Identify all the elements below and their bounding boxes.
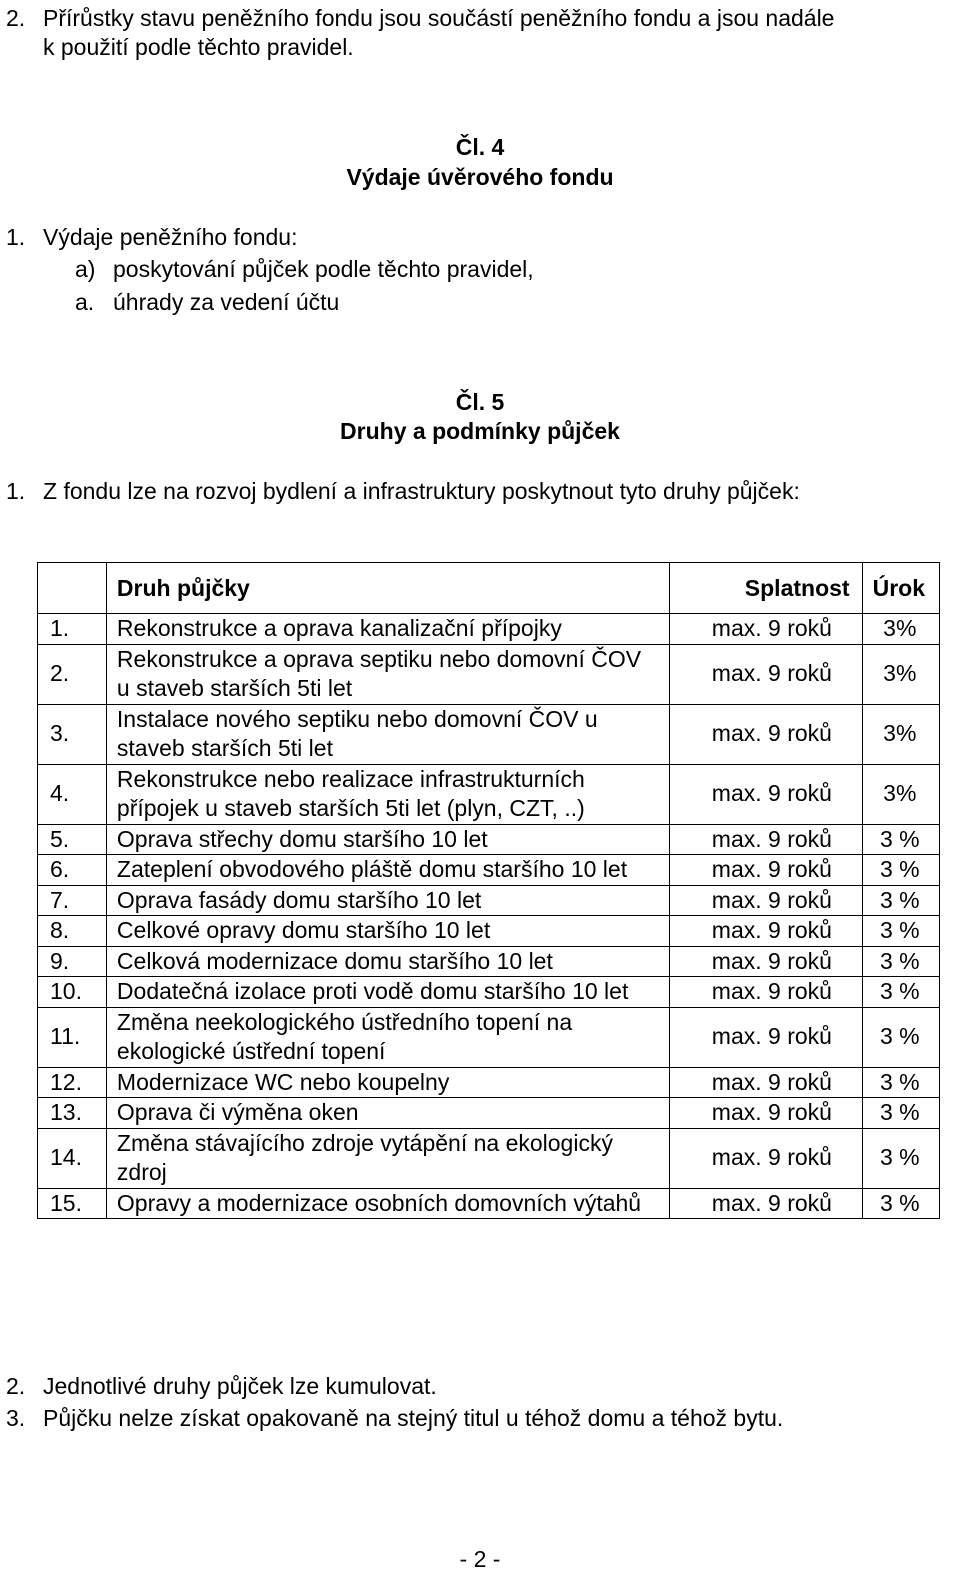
header-rate: Úrok bbox=[862, 563, 939, 614]
row-rate: 3 % bbox=[862, 977, 939, 1008]
table-header-row bbox=[38, 563, 940, 614]
row-description-text: Celkové opravy domu staršího 10 let bbox=[116, 917, 491, 943]
row-description bbox=[106, 1128, 669, 1188]
table-row bbox=[38, 977, 940, 1008]
row-description bbox=[106, 764, 669, 824]
row-rate: 3 % bbox=[862, 1007, 939, 1067]
row-term: max. 9 roků bbox=[669, 1128, 862, 1188]
table-row bbox=[38, 916, 940, 947]
row-description-text: Modernizace WC nebo koupelny bbox=[116, 1068, 450, 1095]
row-description bbox=[106, 1098, 669, 1129]
article-4-sub-a bbox=[75, 255, 534, 284]
row-rate: 3 % bbox=[862, 1188, 939, 1219]
row-index: 6. bbox=[38, 855, 107, 886]
row-rate: 3% bbox=[862, 644, 939, 704]
row-index: 14. bbox=[38, 1128, 107, 1188]
row-description bbox=[106, 1007, 669, 1067]
row-rate: 3 % bbox=[862, 824, 939, 855]
row-description-text: Instalace nového septiku nebo domovní ČOV u staveb starších 5ti let bbox=[116, 705, 598, 761]
table-row bbox=[38, 1128, 940, 1188]
intro-text-line2: k použití podle těchto pravidel. bbox=[43, 34, 354, 60]
table-row bbox=[38, 764, 940, 824]
list-text: Výdaje peněžního fondu: bbox=[43, 224, 298, 250]
row-description-text: Změna neekologického ústředního topení na ekologické ústřední topení bbox=[116, 1008, 573, 1064]
article-4-title: Výdaje úvěrového fondu bbox=[346, 164, 614, 190]
row-term: max. 9 roků bbox=[669, 855, 862, 886]
row-rate: 3 % bbox=[862, 946, 939, 977]
sub-marker: a. bbox=[75, 289, 95, 315]
row-index: 5. bbox=[38, 824, 107, 855]
row-description bbox=[106, 1067, 669, 1098]
article-5-item-1 bbox=[6, 477, 800, 506]
row-term: max. 9 roků bbox=[669, 764, 862, 824]
row-description bbox=[106, 644, 669, 704]
row-description-text: Rekonstrukce a oprava kanalizační přípojky bbox=[116, 615, 562, 641]
list-text: Půjčku nelze získat opakovaně na stejný titul u téhož domu a téhož bytu. bbox=[43, 1405, 784, 1431]
row-description bbox=[106, 855, 669, 886]
row-term: max. 9 roků bbox=[669, 704, 862, 764]
row-description bbox=[106, 916, 669, 947]
list-text: Jednotlivé druhy půjček lze kumulovat. bbox=[43, 1373, 437, 1399]
table-row bbox=[38, 1098, 940, 1129]
row-description-text: Změna stávajícího zdroje vytápění na ekologický zdroj bbox=[116, 1129, 613, 1185]
row-index: 8. bbox=[38, 916, 107, 947]
row-index: 3. bbox=[38, 704, 107, 764]
header-index bbox=[38, 563, 107, 614]
table-row bbox=[38, 644, 940, 704]
intro-number: 2. bbox=[6, 5, 26, 31]
row-description-text: Rekonstrukce a oprava septiku nebo domovní ČOV u staveb starších 5ti let bbox=[116, 645, 642, 701]
row-rate: 3 % bbox=[862, 855, 939, 886]
article-4-item-1 bbox=[6, 223, 297, 252]
row-description bbox=[106, 824, 669, 855]
header-loan-type: Druh půjčky bbox=[106, 563, 669, 614]
loan-types-table bbox=[37, 562, 940, 1219]
row-term: max. 9 roků bbox=[669, 1007, 862, 1067]
row-term: max. 9 roků bbox=[669, 1067, 862, 1098]
article-5-item-2 bbox=[6, 1372, 437, 1401]
row-term: max. 9 roků bbox=[669, 1098, 862, 1129]
table-row bbox=[38, 614, 940, 645]
article-5-title: Druhy a podmínky půjček bbox=[340, 418, 620, 444]
row-description-text: Celková modernizace domu staršího 10 let bbox=[116, 947, 553, 974]
row-index: 15. bbox=[38, 1188, 107, 1219]
list-number: 3. bbox=[6, 1405, 26, 1431]
row-term: max. 9 roků bbox=[669, 614, 862, 645]
intro-text-line1: Přírůstky stavu peněžního fondu jsou součástí peněžního fondu a jsou nadále bbox=[43, 5, 835, 31]
table-row bbox=[38, 1007, 940, 1067]
list-number: 1. bbox=[6, 224, 26, 250]
row-description-text: Dodatečná izolace proti vodě domu staršího 10 let bbox=[116, 978, 629, 1004]
table-row bbox=[38, 855, 940, 886]
row-index: 11. bbox=[38, 1007, 107, 1067]
intro-paragraph-line1 bbox=[6, 4, 834, 33]
row-description-text: Zateplení obvodového pláště domu staršího 10 let bbox=[116, 856, 628, 882]
row-index: 13. bbox=[38, 1098, 107, 1129]
row-rate: 3 % bbox=[862, 916, 939, 947]
header-term: Splatnost bbox=[669, 563, 862, 614]
row-index: 9. bbox=[38, 946, 107, 977]
article-4-heading: Čl. 4 bbox=[455, 134, 505, 160]
row-description bbox=[106, 977, 669, 1008]
row-description-text: Oprava fasády domu staršího 10 let bbox=[116, 886, 482, 913]
row-rate: 3% bbox=[862, 614, 939, 645]
row-description bbox=[106, 885, 669, 916]
table-row bbox=[38, 885, 940, 916]
row-term: max. 9 roků bbox=[669, 977, 862, 1008]
row-term: max. 9 roků bbox=[669, 824, 862, 855]
row-rate: 3 % bbox=[862, 885, 939, 916]
row-index: 4. bbox=[38, 764, 107, 824]
page-number: - 2 - bbox=[459, 1546, 501, 1572]
row-index: 7. bbox=[38, 885, 107, 916]
list-number: 2. bbox=[6, 1373, 26, 1399]
list-text: Z fondu lze na rozvoj bydlení a infrastruktury poskytnout tyto druhy půjček: bbox=[43, 478, 800, 504]
table-row bbox=[38, 1188, 940, 1219]
sub-text: úhrady za vedení účtu bbox=[113, 289, 340, 315]
row-description-text: Oprava střechy domu staršího 10 let bbox=[116, 825, 488, 852]
row-term: max. 9 roků bbox=[669, 885, 862, 916]
row-rate: 3 % bbox=[862, 1098, 939, 1129]
table-row bbox=[38, 704, 940, 764]
sub-marker: a) bbox=[75, 256, 96, 282]
table-row bbox=[38, 1067, 940, 1098]
row-index: 2. bbox=[38, 644, 107, 704]
row-description bbox=[106, 614, 669, 645]
row-description-text: Oprava či výměna oken bbox=[116, 1099, 359, 1125]
list-number: 1. bbox=[6, 478, 26, 504]
article-5-heading: Čl. 5 bbox=[455, 389, 505, 415]
row-description-text: Opravy a modernizace osobních domovních výtahů bbox=[116, 1189, 642, 1216]
table-row bbox=[38, 946, 940, 977]
row-rate: 3 % bbox=[862, 1128, 939, 1188]
row-term: max. 9 roků bbox=[669, 916, 862, 947]
row-term: max. 9 roků bbox=[669, 644, 862, 704]
row-description bbox=[106, 1188, 669, 1219]
row-rate: 3% bbox=[862, 704, 939, 764]
article-5-item-3 bbox=[6, 1404, 783, 1433]
row-index: 12. bbox=[38, 1067, 107, 1098]
sub-text: poskytování půjček podle těchto pravidel, bbox=[113, 256, 534, 282]
row-rate: 3% bbox=[862, 764, 939, 824]
article-4-sub-b bbox=[75, 288, 339, 317]
row-rate: 3 % bbox=[862, 1067, 939, 1098]
row-description-text: Rekonstrukce nebo realizace infrastrukturních přípojek u staveb starších 5ti let (plyn, CZT, ..) bbox=[116, 765, 585, 821]
row-term: max. 9 roků bbox=[669, 946, 862, 977]
row-term: max. 9 roků bbox=[669, 1188, 862, 1219]
row-index: 1. bbox=[38, 614, 107, 645]
row-index: 10. bbox=[38, 977, 107, 1008]
row-description bbox=[106, 946, 669, 977]
table-row bbox=[38, 824, 940, 855]
row-description bbox=[106, 704, 669, 764]
